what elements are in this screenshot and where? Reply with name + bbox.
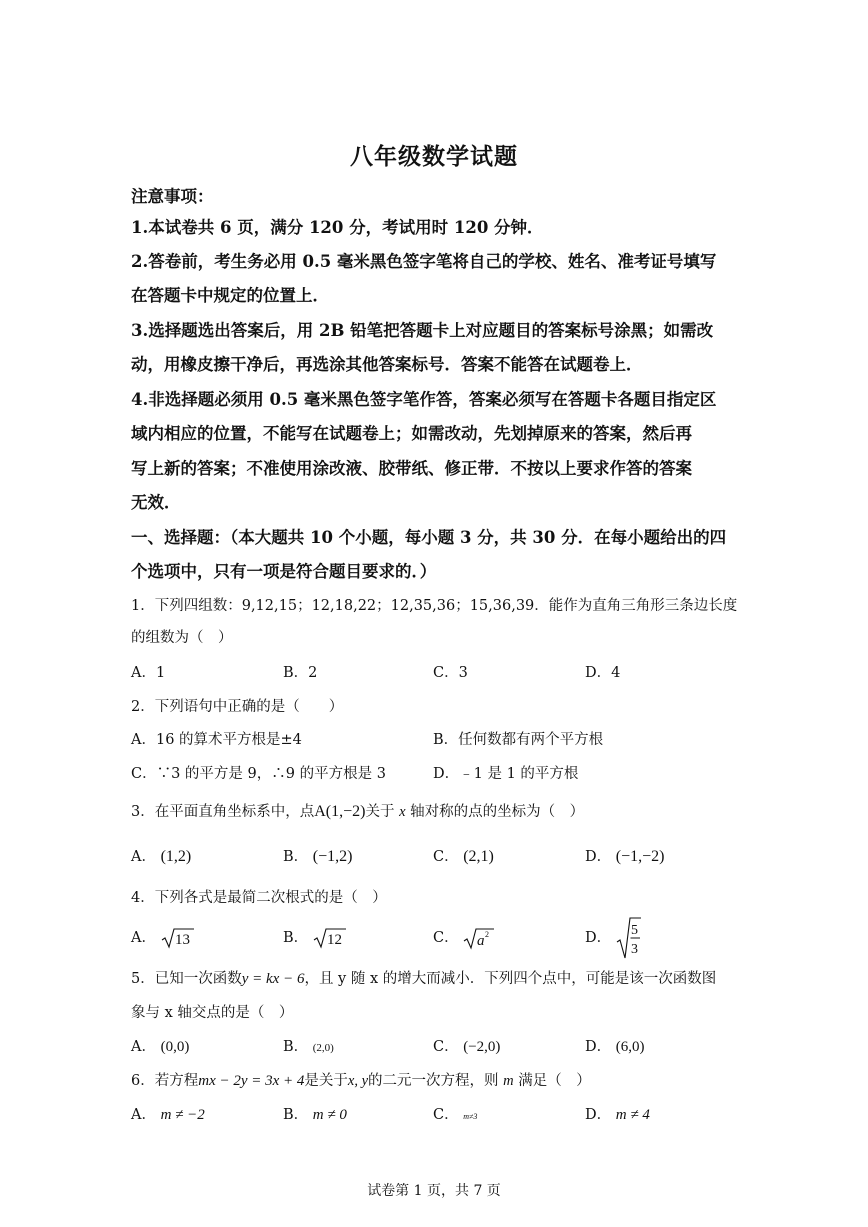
q6-stem (131, 1069, 591, 1090)
q3-option-a-value: (1,2) (160, 848, 192, 865)
q6-option-d-label: D． (585, 1107, 612, 1123)
note-3-line-1: 3.选择题选出答案后，用 2B 铅笔把答题卡上对应题目的答案标号涂黑；如需改 (131, 321, 714, 340)
q4-option-c-label: C． (433, 930, 459, 946)
q6-m: m (503, 1073, 514, 1089)
q6-stem-post: 满足（ ） (518, 1073, 591, 1089)
sqrt-a-base: a (477, 933, 485, 949)
q1-stem-line-2: 的组数为（ ） (131, 630, 233, 646)
note-4-line-3: 写上新的答案；不准使用涂改液、胶带纸、修正带．不按以上要求作答的答案 (131, 459, 692, 478)
q5-option-a-label: A． (131, 1039, 156, 1055)
q3-option-c-value: (2,1) (463, 848, 494, 865)
q6-stem-mid2: 的二元一次方程，则 (368, 1073, 499, 1089)
note-2-line-2: 在答题卡中规定的位置上． (131, 286, 329, 305)
q6-stem-pre: 6．若方程 (131, 1073, 199, 1089)
q4-option-a (131, 926, 195, 949)
q4-option-b-label: B． (283, 930, 309, 946)
q4-option-d-label: D． (585, 930, 612, 946)
q6-equation: mx − 2y = 3x + 4 (198, 1073, 305, 1089)
q5-option-a (131, 1035, 189, 1056)
q1-option-c: C．3 (433, 665, 468, 681)
notes-heading: 注意事项： (131, 187, 214, 206)
section-heading-line-1: 一、选择题：（本大题共 10 个小题，每小题 3 分，共 30 分．在每小题给出的四 (131, 528, 727, 547)
q3-stem (131, 800, 584, 821)
q6-option-c (433, 1103, 477, 1124)
q6-option-b-label: B． (283, 1107, 309, 1123)
q1-option-d: D．4 (585, 665, 621, 681)
q6-option-d (585, 1103, 650, 1124)
q2-option-b: B．任何数都有两个平方根 (433, 732, 604, 748)
sqrt-13-symbol (161, 927, 195, 949)
q6-option-a (131, 1103, 205, 1124)
q3-stem-mid: 关于 (365, 804, 395, 820)
q6-option-c-value: m≠3 (463, 1112, 478, 1121)
q5-option-d (585, 1035, 645, 1056)
note-4-line-4: 无效． (131, 493, 181, 512)
q3-option-c (433, 845, 494, 866)
q6-option-c-label: C． (433, 1107, 459, 1123)
sqrt-fraction-symbol (616, 916, 642, 960)
q2-option-a: A．16 的算术平方根是±4 (131, 732, 302, 748)
q5-stem-line-1 (131, 967, 716, 988)
q3-option-a (131, 845, 191, 866)
note-2-line-1: 2.答卷前，考生务必用 0.5 毫米黑色签字笔将自己的学校、姓名、准考证号填写 (131, 252, 717, 271)
q6-option-d-value: m ≠ 4 (615, 1107, 650, 1123)
q1-option-b: B．2 (283, 665, 318, 681)
q5-option-d-label: D． (585, 1039, 612, 1055)
note-4-line-1: 4.非选择题必须用 0.5 毫米黑色签字笔作答，答案必须写在答题卡各题目指定区 (131, 390, 717, 409)
q2-option-c: C．∵3 的平方是 9，∴9 的平方根是 3 (131, 766, 386, 782)
q6-stem-mid: 是关于 (304, 1073, 348, 1089)
q5-option-c-label: C． (433, 1039, 459, 1055)
q4-option-a-label: A． (131, 930, 156, 946)
q5-option-c-value: (−2,0) (463, 1039, 501, 1055)
q4-option-d (585, 916, 642, 960)
note-3-line-2: 动，用橡皮擦干净后，再选涂其他答案标号．答案不能答在试题卷上． (131, 355, 643, 374)
q3-stem-pre: 3．在平面直角坐标系中，点 (131, 804, 315, 820)
q6-option-b (283, 1103, 347, 1124)
q5-option-c (433, 1035, 500, 1056)
q2-option-d: D．﹣1 是 1 的平方根 (433, 766, 579, 782)
sqrt-a-exponent: 2 (485, 930, 490, 939)
q3-axis: x (399, 804, 406, 820)
q6-variables: x, y (347, 1073, 369, 1089)
sqrt-12-radicand: 12 (326, 932, 342, 948)
q4-option-c (433, 926, 495, 950)
sqrt-a-squared-symbol (463, 926, 495, 950)
section-heading-line-2: 个选项中，只有一项是符合题目要求的．） (131, 562, 437, 581)
sqrt-12-symbol (313, 927, 347, 949)
q5-option-d-value: (6,0) (615, 1039, 645, 1055)
page-footer: 试卷第 1 页，共 7 页 (367, 1183, 501, 1199)
q6-option-a-value: m ≠ −2 (160, 1107, 205, 1123)
q3-option-b-label: B． (283, 849, 309, 865)
q5-option-b-label: B． (283, 1039, 309, 1055)
note-1: 1.本试卷共 6 页，满分 120 分，考试用时 120 分钟． (131, 218, 544, 237)
q3-option-d-value: (−1,−2) (615, 848, 665, 865)
q4-stem: 4．下列各式是最简二次根式的是（ ） (131, 890, 387, 906)
q3-option-c-label: C． (433, 849, 459, 865)
q5-function: y = kx − 6 (241, 971, 305, 987)
q3-option-d (585, 845, 664, 866)
sqrt-13-radicand: 13 (174, 932, 190, 948)
q5-option-a-value: (0,0) (160, 1039, 190, 1055)
q5-stem-post: ，且 y 随 x 的增大而减小．下列四个点中，可能是该一次函数图 (304, 971, 717, 987)
q4-option-b (283, 926, 347, 949)
q6-option-a-label: A． (131, 1107, 156, 1123)
q1-option-a: A．1 (131, 665, 166, 681)
note-4-line-2: 域内相应的位置，不能写在试题卷上；如需改动，先划掉原来的答案，然后再 (131, 424, 692, 443)
fraction-numerator: 5 (630, 923, 638, 938)
fraction-denominator: 3 (630, 942, 638, 957)
q5-option-b-value: (2,0) (312, 1042, 334, 1054)
q3-option-b-value: (−1,2) (312, 848, 353, 865)
q1-stem-line-1: 1．下列四组数：9,12,15；12,18,22；12,35,36；15,36,39．能作为直角三角形三条边长度 (131, 598, 738, 614)
q5-stem-pre: 5．已知一次函数 (131, 971, 242, 987)
q5-stem-line-2: 象与 x 轴交点的是（ ） (131, 1005, 294, 1021)
q2-stem: 2．下列语句中正确的是（ ） (131, 699, 344, 715)
q3-option-b (283, 845, 352, 866)
q6-option-b-value: m ≠ 0 (312, 1107, 347, 1123)
q3-option-d-label: D． (585, 849, 612, 865)
page-title: 八年级数学试题 (350, 143, 518, 170)
q3-option-a-label: A． (131, 849, 156, 865)
q5-option-b (283, 1035, 334, 1056)
q3-point: A(1,−2) (314, 803, 366, 820)
q3-stem-post: 轴对称的点的坐标为（ ） (410, 804, 585, 820)
